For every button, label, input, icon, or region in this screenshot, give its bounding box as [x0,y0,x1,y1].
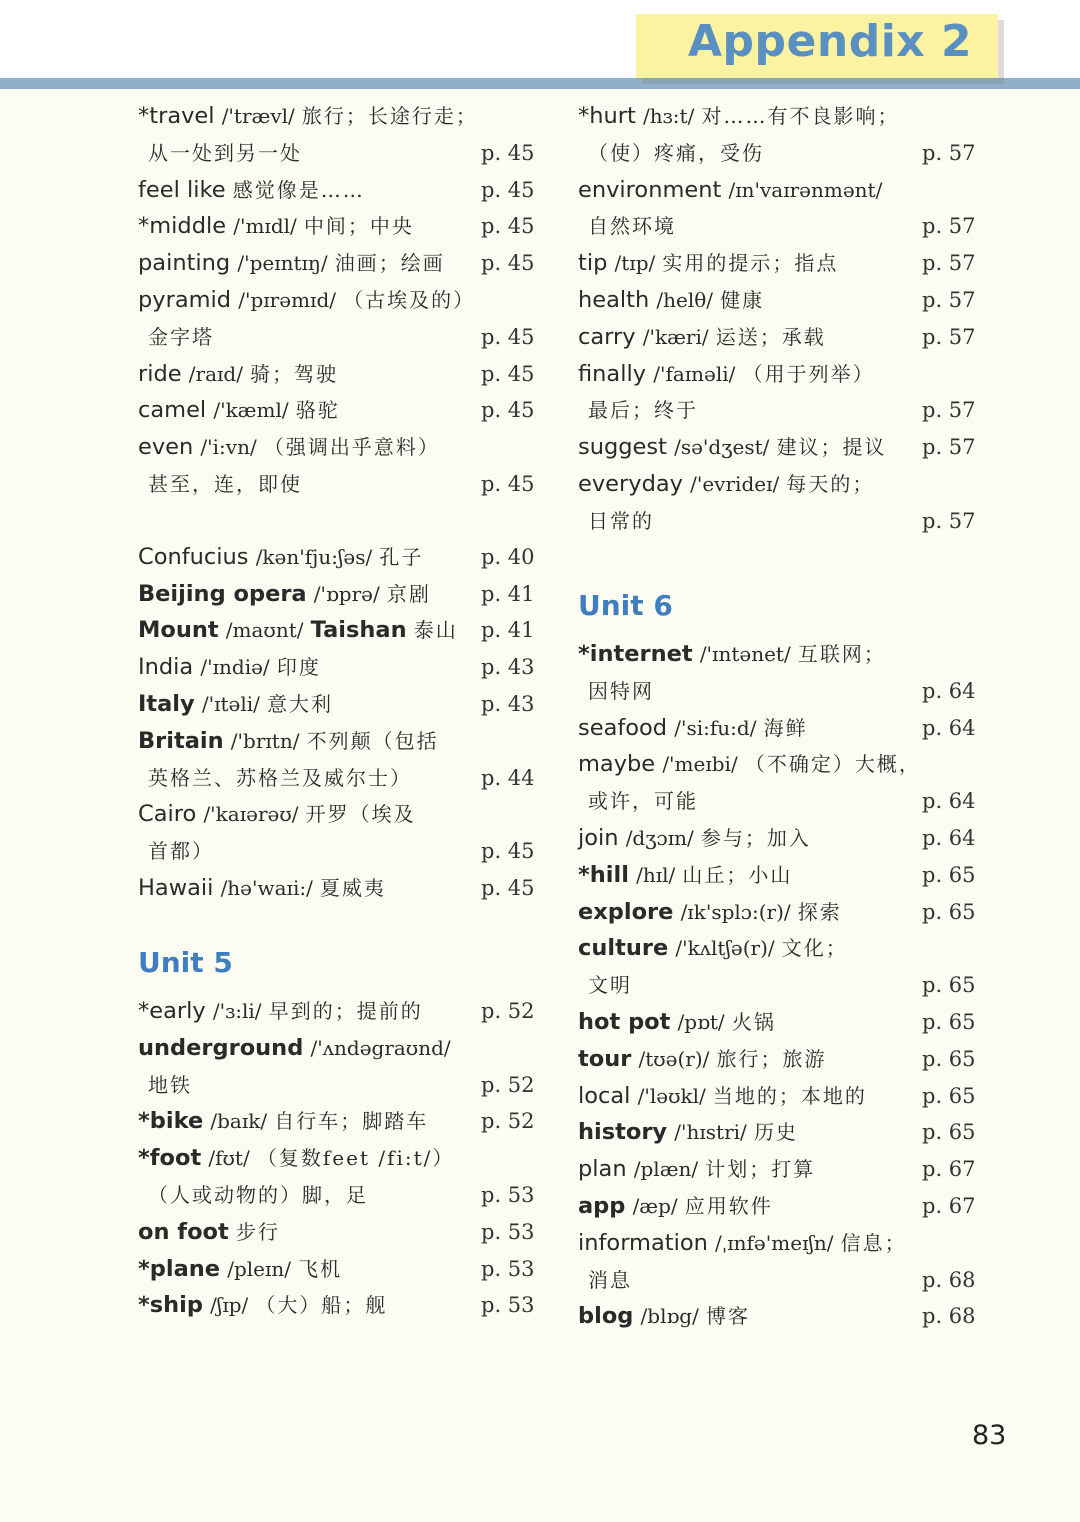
entry-page-ref: p. 57 [922,324,976,349]
vocab-entry [578,1041,827,1078]
vocab-entry [138,208,414,245]
vocab-entry [138,539,423,576]
vocab-entry [148,135,302,172]
entry-phonetic: /pɒt/ [677,1010,725,1034]
entry-page-ref: p. 45 [481,251,535,276]
entry-page-ref: p. 45 [481,214,535,239]
entry-page-ref: p. 65 [922,1010,976,1034]
vocab-entry [578,1078,867,1115]
vocab-entry [138,282,475,319]
entry-meaning: 参与；加入 [700,826,811,850]
vocab-entry [138,1140,454,1177]
vocab-entry [138,356,338,393]
entry-word: local [578,1082,631,1109]
entry-meaning: 金字塔 [148,324,214,349]
unit-heading: Unit 6 [578,589,673,622]
vocab-entry [138,392,340,429]
vocab-entry [578,466,874,503]
vocab-entry [138,98,478,135]
entry-phonetic: /raɪd/ [188,361,243,386]
entry-meaning: 因特网 [588,678,654,703]
entry-meaning: 运送；承载 [715,324,826,349]
entry-meaning: 印度 [276,655,321,680]
entry-meaning: 消息 [588,1267,632,1292]
entry-word: maybe [578,751,656,778]
entry-word: health [578,287,650,313]
entry-phonetic: /'kʌltʃə(r)/ [675,936,775,961]
entry-meaning: 骑；驾驶 [250,361,339,386]
entry-phonetic: /'pɪrəmɪd/ [238,288,336,312]
entry-meaning: 京剧 [386,581,431,606]
entry-word-2: Taishan [310,617,407,644]
entry-page-ref: p. 57 [922,214,976,239]
entry-word: India [138,654,194,681]
vocab-entry [148,466,302,503]
entry-page-ref: p. 41 [481,618,535,643]
entry-word: pyramid [138,287,232,313]
entry-word: everyday [578,471,683,497]
entry-meaning: （大）船；舰 [255,1293,388,1318]
entry-page-ref: p. 64 [922,678,976,703]
entry-word: *foot [138,1145,202,1172]
entry-phonetic: /'kaɪərəʊ/ [203,802,299,827]
entry-phonetic: /'ɪntənet/ [699,642,791,666]
vocab-entry [578,282,764,319]
vocab-entry [138,429,440,466]
entry-page-ref: p. 45 [481,140,535,165]
entry-phonetic: /helθ/ [656,288,714,312]
entry-meaning: （复数feet /fi:t/） [256,1146,455,1171]
entry-page-ref: p. 44 [481,765,535,790]
vocab-entry [578,1188,773,1225]
entry-meaning: 建议；提议 [776,435,887,460]
vocab-entry [588,783,698,820]
entry-page-ref: p. 52 [481,1072,535,1097]
entry-meaning: 日常的 [588,508,654,533]
entry-phonetic: /'peɪntɪŋ/ [237,251,328,276]
vocab-entry [138,993,423,1030]
entry-phonetic: /'trævl/ [221,104,295,128]
entry-meaning: 或许，可能 [588,789,698,814]
entry-meaning: 山丘；小山 [682,862,793,887]
page-number: 83 [972,1420,1007,1451]
entry-meaning: 首都） [148,839,214,864]
entry-word: finally [578,360,647,387]
entry-page-ref: p. 65 [922,1046,976,1071]
entry-meaning: 感觉像是…… [232,177,365,202]
entry-meaning: 文化； [781,936,848,961]
entry-word: *plane [138,1255,221,1282]
entry-page-ref: p. 68 [922,1267,976,1292]
entry-meaning: 步行 [235,1219,280,1244]
entry-meaning: 甚至，连，即使 [148,472,302,496]
entry-phonetic: /ʃɪp/ [210,1293,249,1318]
entry-phonetic: /'brɪtn/ [230,728,300,753]
vocab-entry [588,135,764,172]
entry-meaning: 海鲜 [763,715,808,740]
vocab-entry [578,710,808,747]
entry-phonetic: /hɜ:t/ [643,104,695,128]
entry-word: environment [578,176,722,203]
entry-phonetic: /sə'dʒest/ [674,435,770,460]
entry-meaning: 自行车；脚踏车 [274,1109,429,1134]
entry-phonetic: /fʊt/ [208,1146,250,1171]
entry-word: suggest [578,434,667,461]
entry-phonetic: /kən'fju:ʃəs/ [255,544,373,569]
entry-phonetic: /maʊnt/ [225,618,304,643]
vocab-entry [578,857,792,894]
entry-phonetic: /'ɒprə/ [313,581,380,606]
entry-page-ref: p. 53 [481,1219,535,1244]
entry-phonetic: /ɪk'splɔ:(r)/ [680,899,791,924]
entry-phonetic: /dʒɔɪn/ [625,826,694,850]
entry-meaning: （古埃及的） [343,288,476,312]
entry-word: hot pot [578,1009,671,1035]
entry-page-ref: p. 67 [922,1157,976,1182]
entry-meaning: （强调出乎意料） [263,435,440,460]
vocab-entry [138,245,445,282]
vocab-entry [578,319,826,356]
entry-word: *internet [578,641,693,667]
entry-meaning: 计划；打算 [705,1157,816,1182]
entry-meaning: 旅行；旅游 [716,1046,827,1071]
entry-page-ref: p. 45 [481,472,535,496]
entry-word: information [578,1229,708,1256]
entry-word: *hurt [578,103,636,129]
entry-meaning: 每天的； [786,472,875,496]
entry-word: *ship [138,1292,203,1319]
header-rule [0,78,1080,89]
entry-meaning: （人或动物的）脚，足 [148,1183,368,1207]
entry-word: explore [578,898,674,925]
entry-phonetic: /'ɪndiə/ [200,655,270,680]
entry-word: app [578,1193,626,1219]
entry-word: underground [138,1034,304,1061]
vocab-entry [578,820,811,857]
vocab-entry [588,673,654,710]
unit-heading: Unit 5 [138,946,233,979]
entry-page-ref: p. 57 [922,140,976,165]
vocab-entry [588,1262,632,1299]
vocab-entry [148,833,214,870]
entry-phonetic: /'kæri/ [642,324,709,349]
entry-phonetic: /'mɪdl/ [233,214,297,239]
entry-meaning: 探索 [797,899,842,924]
entry-meaning: 文明 [588,973,632,998]
entry-phonetic: /'hɪstri/ [674,1120,747,1145]
vocab-entry [578,1114,798,1151]
entry-word: seafood [578,714,668,741]
entry-word: feel like [138,176,226,203]
entry-page-ref: p. 45 [481,177,535,202]
entry-meaning: 油画；绘画 [334,251,445,276]
entry-meaning: （使）疼痛，受伤 [588,140,764,165]
entry-phonetic: /'i:vn/ [200,435,257,460]
page-title: Appendix 2 [688,16,973,67]
entry-word: Mount [138,617,219,644]
entry-meaning: 博客 [705,1304,750,1329]
entry-word: painting [138,250,231,277]
entry-page-ref: p. 64 [922,715,976,740]
vocab-entry [578,356,875,393]
entry-word: Confucius [138,543,249,570]
vocab-entry [578,746,921,783]
entry-meaning: 从一处到另一处 [148,140,302,165]
vocab-entry [138,576,431,613]
entry-word: *travel [138,103,215,129]
entry-phonetic: /plæn/ [633,1157,699,1182]
entry-meaning: 实用的提示；指点 [662,251,839,276]
entry-word: history [578,1119,668,1146]
entry-phonetic: /tʊə(r)/ [638,1046,710,1071]
entry-meaning: 火锅 [731,1010,776,1034]
entry-page-ref: p. 41 [481,581,535,606]
entry-meaning: （用于列举） [742,361,875,386]
entry-page-ref: p. 53 [481,1183,535,1207]
entry-phonetic: /tɪp/ [614,251,656,276]
entry-word: on foot [138,1218,229,1245]
vocab-entry [138,649,321,686]
entry-page-ref: p. 65 [922,1120,976,1145]
entry-meaning: 不列颠（包括 [306,728,439,753]
entry-page-ref: p. 57 [922,435,976,460]
entry-phonetic: /'ɜ:li/ [212,999,262,1023]
entry-phonetic: /'meɪbi/ [662,752,738,777]
entry-page-ref: p. 45 [481,361,535,386]
entry-meaning: 夏威夷 [319,876,386,900]
entry-word: Italy [138,691,195,717]
vocab-entry [138,870,386,907]
vocab-entry [578,930,848,967]
entry-page-ref: p. 53 [481,1293,535,1318]
vocab-entry [138,172,365,209]
vocab-entry [138,796,416,833]
entry-phonetic: /hɪl/ [636,862,676,887]
vocab-entry [588,392,698,429]
entry-meaning: 旅行；长途行走； [301,104,478,128]
vocab-entry [578,636,886,673]
vocab-entry [578,98,899,135]
entry-page-ref: p. 45 [481,324,535,349]
entry-word: plan [578,1156,627,1183]
entry-word: blog [578,1303,634,1330]
vocab-entry [138,612,458,649]
entry-meaning: 泰山 [413,618,458,643]
entry-meaning: 信息； [840,1230,907,1255]
vocab-entry [588,208,676,245]
entry-page-ref: p. 65 [922,973,976,998]
entry-word: Britain [138,727,224,754]
entry-meaning: 意大利 [267,692,334,716]
vocab-entry [588,503,654,540]
entry-meaning: 当地的；本地的 [712,1083,867,1108]
entry-page-ref: p. 45 [481,398,535,423]
entry-phonetic: /'ɪtəli/ [201,692,260,716]
vocab-entry [148,1067,192,1104]
entry-word: tip [578,250,608,277]
entry-phonetic: /æp/ [632,1194,678,1218]
entry-phonetic: /'ʌndəgraʊnd/ [310,1035,451,1060]
entry-word: *early [138,998,206,1024]
entry-phonetic: /ˌɪnfə'meɪʃn/ [715,1230,834,1255]
entry-word: ride [138,360,182,387]
vocab-entry [138,686,333,723]
entry-page-ref: p. 65 [922,1083,976,1108]
vocab-entry [578,1225,907,1262]
entry-word: culture [578,935,669,962]
vocab-entry [578,894,842,931]
entry-phonetic: /blɒg/ [640,1304,699,1329]
vocab-entry [148,1177,368,1214]
entry-meaning: 孔子 [379,544,424,569]
entry-page-ref: p. 68 [922,1304,976,1329]
vocab-entry [578,1298,750,1335]
entry-page-ref: p. 45 [481,839,535,864]
entry-meaning: 飞机 [298,1256,343,1281]
vocab-entry [148,760,412,797]
entry-word: Cairo [138,801,197,828]
entry-meaning: 对……有不良影响； [701,104,900,128]
entry-phonetic: /'si:fu:d/ [674,715,757,740]
entry-page-ref: p. 67 [922,1194,976,1218]
entry-meaning: 最后；终于 [588,398,698,423]
vocab-entry [138,1214,280,1251]
entry-page-ref: p. 57 [922,288,976,312]
entry-word: *hill [578,861,629,888]
entry-word: camel [138,397,207,424]
entry-page-ref: p. 43 [481,655,535,680]
entry-phonetic: /'ləʊkl/ [637,1083,706,1108]
entry-phonetic: /'evrideɪ/ [690,472,780,496]
entry-page-ref: p. 57 [922,398,976,423]
entry-meaning: 健康 [720,288,765,312]
entry-phonetic: /ɪn'vaɪrənmənt/ [728,177,883,202]
vocab-entry [138,723,439,760]
entry-phonetic: /baɪk/ [210,1109,268,1134]
vocab-entry [138,1103,428,1140]
entry-phonetic: /pleɪn/ [227,1256,291,1281]
entry-meaning: 英格兰、苏格兰及威尔士） [148,765,412,790]
entry-phonetic: /'faɪnəli/ [653,361,736,386]
entry-page-ref: p. 53 [481,1256,535,1281]
entry-word: even [138,434,194,461]
entry-meaning: 自然环境 [588,214,676,239]
entry-word: *bike [138,1108,204,1135]
entry-page-ref: p. 52 [481,999,535,1023]
entry-meaning: 历史 [753,1120,798,1145]
entry-word: Beijing opera [138,580,307,607]
entry-phonetic: /'kæml/ [213,398,289,423]
vocab-entry [138,1287,387,1324]
entry-page-ref: p. 45 [481,876,535,900]
vocab-entry [588,967,632,1004]
entry-meaning: 中间；中央 [303,214,414,239]
vocab-entry [138,1030,451,1067]
entry-page-ref: p. 40 [481,544,535,569]
entry-page-ref: p. 57 [922,508,976,533]
entry-word: join [578,825,619,851]
entry-meaning: （不确定）大概， [744,752,921,777]
vocab-entry [578,429,887,466]
vocab-entry [148,319,214,356]
entry-meaning: 应用软件 [684,1194,773,1218]
entry-page-ref: p. 64 [922,826,976,850]
vocab-entry [578,1004,776,1041]
entry-meaning: 地铁 [148,1072,192,1097]
vocab-entry [578,1151,815,1188]
entry-word: carry [578,323,636,350]
entry-meaning: 早到的；提前的 [268,999,423,1023]
vocab-entry [578,172,882,209]
vocab-entry [578,245,838,282]
entry-meaning: 互联网； [797,642,886,666]
entry-page-ref: p. 64 [922,789,976,814]
entry-word: *middle [138,213,227,240]
entry-page-ref: p. 43 [481,692,535,716]
vocab-entry [138,1251,342,1288]
entry-word: Hawaii [138,875,214,901]
entry-page-ref: p. 65 [922,862,976,887]
entry-word: tour [578,1045,632,1072]
entry-phonetic: /hə'waɪi:/ [220,876,313,900]
entry-meaning: 开罗（埃及 [305,802,416,827]
entry-meaning: 骆驼 [295,398,340,423]
entry-page-ref: p. 57 [922,251,976,276]
entry-page-ref: p. 52 [481,1109,535,1134]
entry-page-ref: p. 65 [922,899,976,924]
